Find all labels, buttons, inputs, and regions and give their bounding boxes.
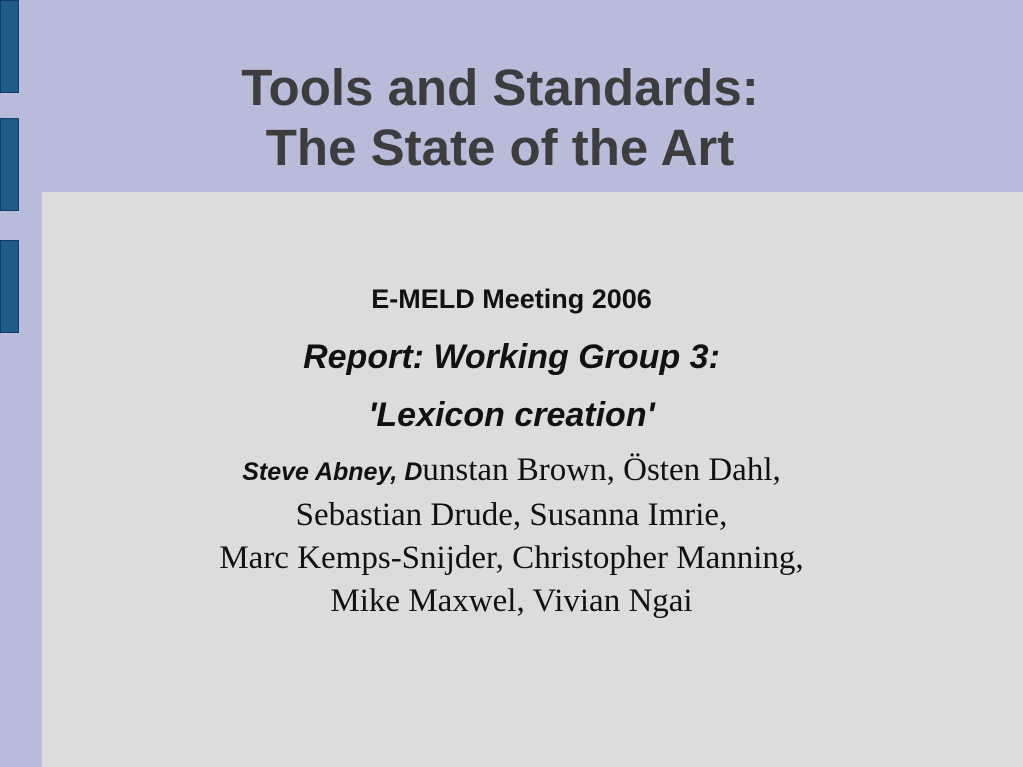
report-heading: Report: Working Group 3: <box>303 338 720 376</box>
slide-title <box>0 58 1000 178</box>
content-panel <box>42 192 1023 767</box>
author-line-2: Sebastian Drude, Susanna Imrie, <box>295 497 728 533</box>
author-line-3: Marc Kemps-Snijder, Christopher Manning, <box>219 540 804 576</box>
meeting-name: E-MELD Meeting 2006 <box>371 284 652 314</box>
author-line-1 <box>0 449 1023 494</box>
title-line-1: Tools and Standards: <box>241 59 759 116</box>
report-topic: 'Lexicon creation' <box>368 396 655 434</box>
author-list <box>0 449 1023 623</box>
title-line-2: The State of the Art <box>265 119 735 176</box>
author-lead: Steve Abney, D <box>242 458 423 486</box>
author-line-1-rest: unstan Brown, Östen Dahl, <box>422 452 781 488</box>
author-line-4: Mike Maxwel, Vivian Ngai <box>330 583 693 619</box>
